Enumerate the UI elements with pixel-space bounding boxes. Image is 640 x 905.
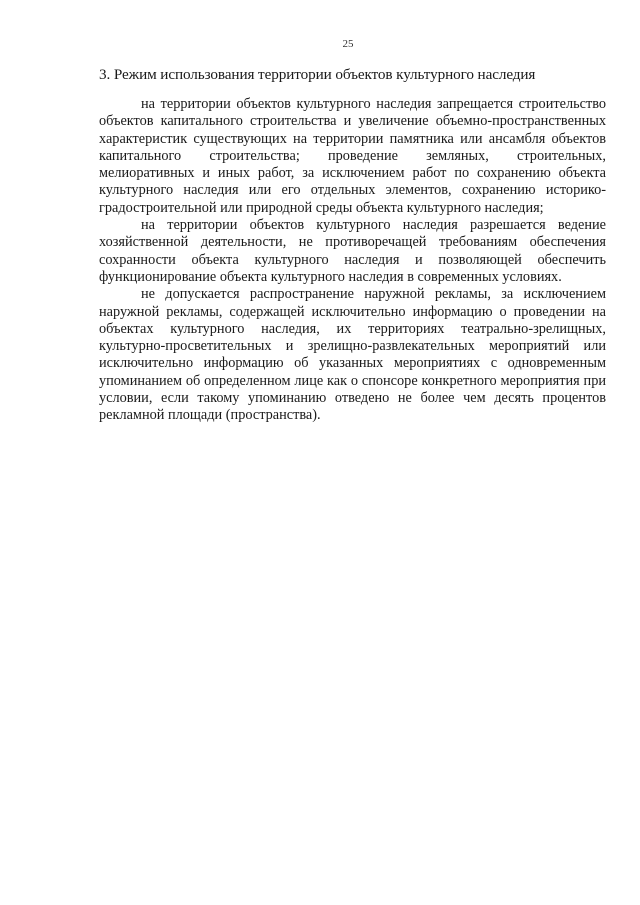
paragraph-prohibited-activities: на территории объектов культурного наследия запрещается строительство объектов капитального строительства и увеличение объемно-пространственных характеристик существующих на территории памятника или ансамбля объектов капитального строительства; проведение земляных, строительных, мелиоративных и иных работ, за исключением работ по сохранению объекта культурного наследия или его отдельных элементов, сохранению историко-градостроительной или природной среды объекта культурного наследия; (99, 96, 606, 216)
paragraph-advertising-restrictions: не допускается распространение наружной рекламы, за исключением наружной рекламы, содержащей исключительно информацию о проведении на объектах культурного наследия, их территориях театрально-зрелищных, культурно-просветительных и зрелищно-развлекательных мероприятий или исключительно информацию об указанных мероприятиях с одновременным упоминанием об определенном лице как о спонсоре конкретного мероприятия при условии, если такому упоминанию отведено не более чем десять процентов рекламной площади (пространства). (99, 286, 606, 424)
section-body (99, 96, 606, 425)
page-number: 25 (342, 38, 354, 50)
paragraph-permitted-activities: на территории объектов культурного наследия разрешается ведение хозяйственной деятельности, не противоречащей требованиям обеспечения сохранности объекта культурного наследия и позволяющей обеспечить функционирование объекта культурного наследия в современных условиях. (99, 217, 606, 285)
section-heading: 3. Режим использования территории объектов культурного наследия (99, 66, 536, 83)
